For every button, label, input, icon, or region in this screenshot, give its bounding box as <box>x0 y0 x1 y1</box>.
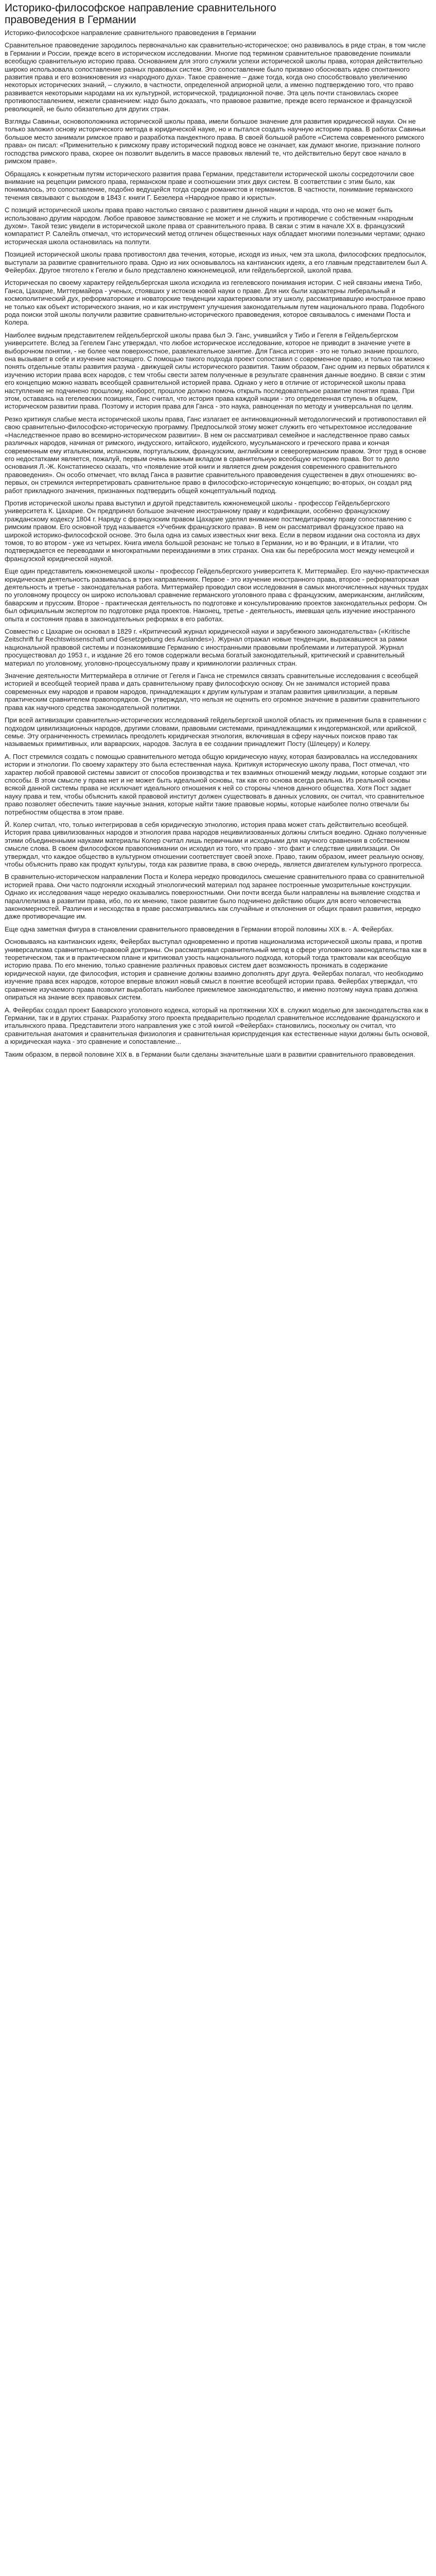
paragraph: А. Фейербах создал проект Баварского уголовного кодекса, который на протяжении XIX в. служил моделью для законодательства как в Германии, так и в других странах. Разработку этого проекта предварительно проделал сравнительное исследование французского и итальянского права. Представители этого направления уже с этой книгой «Фейербах» становились, поскольку он считал, что сравнительная анатомия и сравнительная физиология и сравнительная юриспруденция как естественные науки должны быть основой, а юридическая наука - это сравнение и сопоставление... <box>5 1006 429 1046</box>
paragraph: Наиболее видным представителем гейдельбергской школы права был Э. Ганс, учившийся у Тибо и Гегеля в Гейдельбергском университете. Вслед за Гегелем Ганс утверждал, что любое историческое исследование, которое не приводит в значение учете в выборочном понятии, - не более чем поверхностное, развлекательное занятие. Для Ганса история - это не только знание прошлого, она вызывает в себе и изучение настоящего. С помощью такого подхода проект сопоставил с современное право, и только так можно понять отдельные этапы развития разума - движущей силы исторического развития. Таким образом, Ганс одним из первых обратился к изучению истории права всех народов, с тем чтобы свести затем полученные в результате сравнения данные воедино. В связи с этим его концепцию можно назвать всеобщей сравнительной историей права. Однако у него в отличие от исторической школы права наступление не подчинено прошлому, наоборот, прошлое должно помочь открыть последовательное развитие понятия права. При этом, оставаясь на гегелевских позициях, Ганс считал, что история права каждой нации - это определенная ступень в общем, историческом развитии права. Поэтому и история права для Ганса - это наука, равноценная по методу и универсальная по целям. <box>5 331 430 411</box>
paragraph: Основываясь на кантианских идеях, Фейербах выступал одновременно и против национализма исторической школы права, и против универсализма сравнительно-правовой доктрины. Он рассматривал сравнительный метод в сфере уголовного законодательства как в теоретическом, так и в практическом плане и критиковал узость национального подхода, который тогда трактовали как всеобщую историю права. По его мнению, только сравнение различных правовых систем дает возможность проникать в содержание юридической науки, где философия, история и сравнение должны взаимно дополнять друг друга. Фейербах полагал, что необходимо изучение права всех народов, которое впервые вложил новый смысл в понятие всеобщей истории права. Фейербах утверждал, что сравнение изучаемого права позволит выработать наиболее приемлемое законодательство, и именно поэтому наука права должна опираться на знание всех правовых систем. <box>5 938 427 1002</box>
article-page <box>0 0 436 1067</box>
paragraph: Значение деятельности Миттермайера в отличие от Гегеля и Ганса не стремился связать сравнительные исследования с всеобщей историей и всеобщей теорией права и дать сравнительному праву философскую основу. Он не занимался историей права современных ему народов и правом народов, принадлежащих к другим культурам и этапам развития цивилизации, а первым практическим сравнителем правопорядков. Он утверждал, что нельзя не оценить его огромное значение в развитии сравнительного права как научного средства законодательной политики. <box>5 672 420 711</box>
paragraph: Обращаясь к конкретным путям исторического развития права Германии, представители исторической школы сосредоточили свое внимание на рецепции римского права, германском праве и соотношении этих двух систем. В соответствии с этим было, как понималось, это сопоставление, подобно ведущейся тогда среди романистов и германистов. В частности, понимание германского течения связывают с выходом в 1843 г. книги Г. Безелера «Народное право и юристы». <box>5 170 414 201</box>
paragraph: Историческая по своему характеру гейдельбергская школа исходила из гегелевского понимания истории. С ней связаны имена Тибо, Ганса, Цахарие, Миттермайера - ученых, стоявших у истоков новой науки о праве. Для них были характерны либеральный и космополитический дух, реформаторские и новаторские тенденции характеризовали эту школу, рассматривавшую иностранное право не только как объект исторического знания, но и как инструмент улучшения законодательным путем национального права. Подобного рода поиски этой школы получили развитие сравнительно-исторического правоведения, которое связывалось с именами Поста и Колера. <box>5 279 426 327</box>
paragraph: В сравнительно-историческом направлении Поста и Колера нередко проводилось смешение сравнительного права со сравнительной историей права. Они часто подгоняли исходный этнологический материал под заранее построенные умозрительные конструкции. Однако их исследования чаще нередко оказывались поверхностными. Они почти всегда были направлены на выявление сходства и параллелизма в развитии права, ибо, по их мнению, такое развитие было подчинено действию общих для всего человечества закономерностей. Различия и несходства в праве рассматривались как случайные и отклонения от общих правил развития, нередко даже противоречащие им. <box>5 873 425 921</box>
paragraph: При всей активизации сравнительно-исторических исследований гейдельбергской школой область их применения была в сравнении с подходом цивилизационных народов, другими словами, правовыми системами, принадлежащими к индогерманской, или арийской, семье. Эту ограниченность стремилась преодолеть юридическая этнология, включившая в сферу научных поисков право так называемых примитивных, или варварских, народов. Заслуга в ее создании принадлежит Посту (Шлецеру) и Колеру. <box>5 716 427 748</box>
paragraph: Историко-философское направление сравнительного правоведения в Германии <box>5 29 256 37</box>
paragraph: Еще один представитель южнонемецкой школы - профессор Гейдельбергского университета К. Миттермайер. Его научно-практическая юридическая деятельность развивалась в трех направлениях. Первое - это изучение иностранного права, второе - реформаторская деятельность и третье - законодательная работа. Миттермайер проводил свои исследования в самых многочисленных научных трудах по уголовному процессу он широко использовал сравнение германского уголовного права с французским, американским, английским, баварским и прусским. Второе - практическая деятельность по подготовке и консультированию проектов законодательных реформ. Он был официальным экспертом по подготовке ряда проектов. Наконец, третье - деятельность, имевшая цель изучение иностранного опыта и состояния права в законодательных реформах в его работах. <box>5 567 429 623</box>
paragraph: Таким образом, в первой половине XIX в. в Германии были сделаны значительные шаги в развитии сравнительного правоведения. <box>5 1050 415 1058</box>
article-title: Историко-философское направление сравнительного правоведения в Германии <box>5 2 276 26</box>
paragraph: Взгляды Савиньи, основоположника исторической школы права, имели большое значение для развития юридической науки. Он не только заложил основу исторического метода в юридической науке, но и пытался создать научную историю права. В работах Савиньи большое место занимали римское право и разработка пандектного права. В своей большой работе «Система современного римского права» он писал: «Применительно к римскому праву исторический подход вовсе не означает, как думают многие, признание полного господства римского права, скорее он позволит выделить в массе правовых явлений те, что действительно берут свое начало в римском праве». <box>5 117 426 165</box>
paragraph: Совместно с Цахарие он основал в 1829 г. «Критический журнал юридической науки и зарубежного законодательства» («Kritische Zeitschrift fur Rechtswissenschaft und Gesetzgebung des Auslandes»). Журнал отражал новые тенденции, выражавшиеся за рамки национальной правовой системы и познакомившие Германию с иностранными правовыми проблемами и литературой. Журнал просуществовал до 1953 г., и издание 26 его томов содержали весьма богатый законодательный, критический и сравнительный материал по уголовному, уголовно-процессуальному праву и криминологии различных стран. <box>5 628 410 667</box>
paragraph: Й. Колер считал, что, только интегрировав в себя юридическую этнологию, история права может стать действительно всеобщей. История права цивилизованных народов и этнология права народов нецивилизованных должны слиться воедино. Однако полученные этими объединенными науками материалы Колер считал лишь первичными и исходными для научного сравнения в собственном смысле слова. В своем философском правопонимании он исходил из того, что право - это факт и следствие цивилизации. Он утверждал, что каждое общество в культурном отношении соответствует своей эпохе. Право, таким образом, имеет реальную основу, чтобы объяснить право как продукт культуры, тогда как развитие права, в свою очередь, является двигателем культурного прогресса. <box>5 820 427 868</box>
paragraph: Резко критикуя слабые места исторической школы права, Ганс излагает ее антиновационный методологический и противопоставил ей свою сравнительно-философско-историческую программу. Предпосылкой этому может служить его четырехтомное исследование «Наследственное право во всемирно-историческом развитии». В нем он рассматривал семейное и наследственное право самых различных народов, начиная от римского, индусского, китайского, иудейского, мусульманского и греческого права и кончая современным ему итальянским, испанским, португальским, французским, английским и северогерманским правом. Этот труд в основе его недостатками является, пожалуй, первым очень важным вкладом в сравнительную всеобщую историю права. Вот то дело основания Л.-Ж. Констатинеско сказать, что «появление этой книги и является днем рождения современного сравнительного правоведения». Он особо отмечает, что вклад Ганса в развитие сравнительного правоведения существенен в двух отношениях: во-первых, он стремился интерпретировать сравнительное право в философско-историческую концепцию; во-вторых, он создал ряд работ прикладного значения, признанных подтвердить общей концептуальный подход. <box>5 415 427 495</box>
paragraph: Сравнительное правоведение зародилось первоначально как сравнительно-историческое; оно развивалось в ряде стран, в том числе в Германии и России, прежде всего в историческом исследовании. Многие под термином сравнительное правоведение понимали всеобщую сравнительную историю права. Основанием для этого служили успехи исторической школы права, которая действительно широко использовала сопоставление разных правовых систем. Это сопоставление было призвано обосновать идею спонтанного развития права и его возникновения из «народного духа». Такое сравнение – даже тогда, когда оно способствовало увеличению некоторых исторических знаний, – служило, в частности, определенной априорной цели, а именно подтверждению того, что право развивается некоторыми народами на их культурной, исторической, традиционной почве. Эта цель почти становилась скорее противопоставлением, нежели сравнением: надо было доказать, что правовое развитие, прежде всего германское и французской революцией, не было обязательно для других стран. <box>5 41 426 113</box>
paragraph: А. Пост стремился создать с помощью сравнительного метода общую юридическую науку, которая базировалась на исследованиях истории и этнологии. По своему характеру это была естественная наука. Критикуя историческую школу права, Пост отмечал, что характер любой правовой системы зависит от способов производства и тех взаимных отношений между людьми, которые создают эти способы. В этом смысле у права нет и не может быть идеальной основы, так как его основа всегда реальна. Из реальной основы всякой данной системы права не исключает идеального отношения к ней со стороны членов данного общества. Хотя Пост задает науку права и тем, чтобы объяснить какой правовой институт должен существовать в данных условиях, он считал, что сравнительное право позволяет обеспечить такие научные знания, которые найти такие правовые нормы, которые наиболее полно отвечали бы потребностям общества в этом праве. <box>5 752 427 816</box>
article-body <box>5 29 430 1058</box>
paragraph: Позицией исторической школы права противостоял два течения, которые, исходя из иных, чем эта школа, философских предпосылок, выступали за развитие сравнительного права. Одно из них основывалось на кантианских идеях, а его главным представителем был А. Фейербах. Другое тяготело к Гегелю и было представлено южнонемецкой, или гейдельбергской, школой права. <box>5 250 428 274</box>
paragraph: Еще одна заметная фигура в становлении сравнительного правоведения в Германии второй половины XIX в. - А. Фейербах. <box>5 925 394 933</box>
paragraph: Против исторической школы права выступил и другой представитель южнонемецкой школы - профессор Гейдельбергского университета К. Цахарие. Он предпринял большое значение иностранному праву и кодификации, особенно французскому гражданскому кодексу 1804 г. Наряду с французским правом Цахарие уделял внимание постмедитарному праву сопоставлению с римским правом. Его основной труд называется «Учебник французского права». В нем он рассматривал французское право на широкой историко-философской основе. Это была одна из самых известных книг века. Если в первом издании она состояла из двух томов, то во втором - уже из четырех. Книга имела большой резонанс не только в Германии, но и во Франции, и в Италии, что подтверждается ее переводами и многократными переизданиями в этих странах. Она как бы перебросила мост между немецкой и французской юридической наукой. <box>5 499 421 563</box>
paragraph: С позиций исторической школы права право настолько связано с развитием данной нации и народа, что оно не может быть использовано другим народом. Любое правовое заимствование не может и не служить и противоречие с собственным «народным духом». Такой тезис увидели в исторической школе права от сравнительного права. В связи с этим в начале XX в. французский компаратист Р. Салейль отмечал, что исторический метод отличен общественных наук обладает многими полезными чертами; однако историческая школа остановилась на полпути. <box>5 206 425 246</box>
